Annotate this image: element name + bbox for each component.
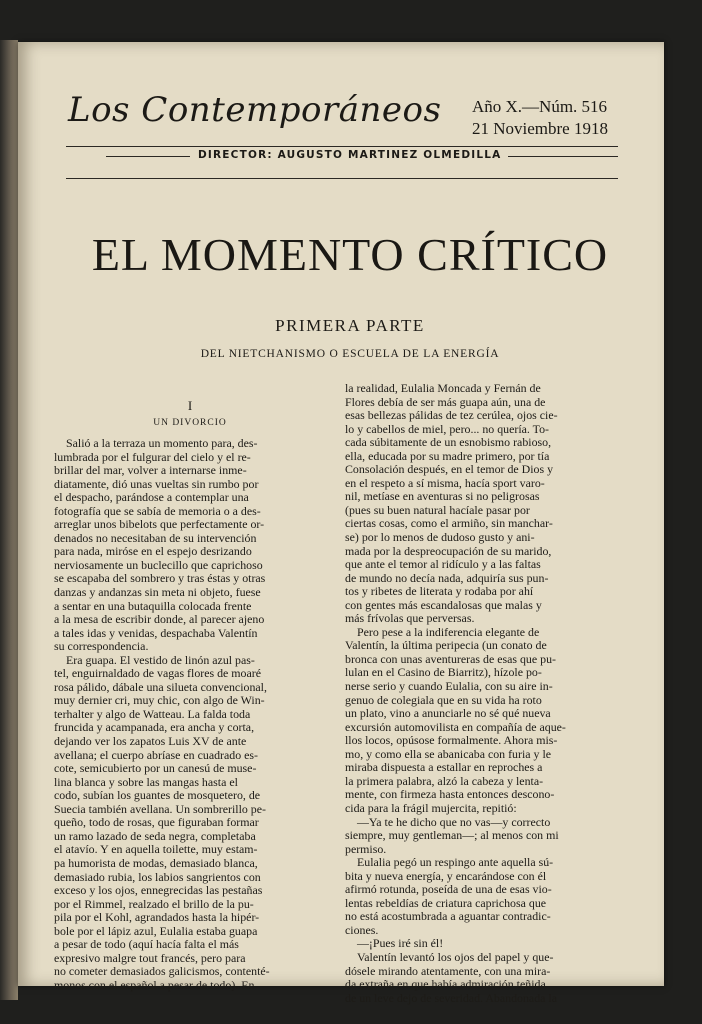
director-rule-left — [106, 156, 190, 157]
text-line: pila por el Kohl, agrandados hasta la hipér- — [54, 910, 260, 925]
text-line: queño, todo de rosas, que figuraban formar — [54, 815, 259, 830]
issue-info — [472, 96, 622, 140]
text-line: lumbrada por el fulgurar del cielo y el re- — [54, 449, 251, 464]
text-line: nerse serio y cuando Eulalia, con su aire in- — [345, 679, 553, 694]
issue-number: Año X.—Núm. 516 — [472, 97, 608, 116]
text-line: arreglar unos bibelots que perfectamente or- — [54, 517, 265, 532]
text-line: —¡Pues iré sin él! — [357, 936, 444, 951]
text-line: a sentar en una butaquilla colocada frente — [54, 598, 252, 613]
text-line: por el Rimmel, realzado el brillo de la pu- — [54, 896, 254, 911]
text-line: demasiado rubia, los labios sangrientos con — [54, 869, 261, 884]
text-line: pa humorista de modas, demasiado blanca, — [54, 855, 258, 870]
text-line: mada por la despreocupación de su marido, — [345, 543, 552, 558]
text-line: bronca con unas aventureras de esas que pu- — [345, 651, 556, 666]
text-line: fotografía que se sabía de memoria o a des- — [54, 503, 261, 518]
text-line: brillar del mar, volver a internarse inme- — [54, 463, 247, 478]
masthead-rule-bottom — [66, 178, 618, 179]
director-line: DIRECTOR: AUGUSTO MARTINEZ OLMEDILLA — [198, 149, 502, 161]
text-line: cote, semicubierto por un canesú de muse- — [54, 761, 257, 776]
text-line: diatamente, dió unas vueltas sin rumbo por — [54, 476, 259, 491]
text-line: lina blanca y sobre las mangas hasta el — [54, 774, 238, 789]
part-heading: PRIMERA PARTE — [275, 316, 425, 335]
text-line: tel, enguirnaldado de vagas flores de moaré — [54, 666, 262, 681]
text-line: dósele mirando atentamente, con una mira- — [345, 963, 551, 978]
article-title: EL MOMENTO CRÍTICO — [91, 229, 609, 280]
text-line: terhalter y algo de Watteau. La falda toda — [54, 706, 251, 721]
chapter-title: UN DIVORCIO — [153, 418, 227, 428]
text-line: codo, subían los guantes de mosquetero, de — [54, 788, 261, 803]
text-line: su correspondencia. — [54, 639, 149, 654]
text-line: Flores debía de ser más guapa aún, una de — [345, 394, 546, 409]
text-line: para nada, miróse en el espejo desrizando — [54, 544, 252, 559]
text-line: —Ya te he dicho que no vas—y correcto — [357, 814, 551, 829]
text-line: Era guapa. El vestido de linón azul pas- — [66, 652, 255, 667]
text-line: mente, con firmeza hasta entonces descono- — [345, 787, 555, 802]
text-line: muy dernier cri, muy chic, con algo de Win- — [54, 693, 265, 708]
text-line: cada súbitamente de un esnobismo rabioso, — [345, 435, 552, 450]
text-line: a tales idas y venidas, despachaba Valentín — [54, 625, 258, 640]
text-line: avellana; el cuerpo abríase en cuadrado es- — [54, 747, 259, 762]
text-line: denados no necesitaban de su intervención — [54, 530, 257, 545]
magazine-title: Los Contemporáneos — [68, 90, 442, 130]
text-line: permiso. — [345, 841, 387, 856]
text-line: nil, metíase en aventuras si no peligrosas — [345, 489, 540, 504]
text-line: la primera palabra, alzó la cabeza y lenta- — [345, 773, 544, 788]
text-line: Eulalia pegó un respingo ante aquella sú- — [357, 855, 554, 870]
text-line: ella, educada por su madre primero, por tía — [345, 448, 550, 463]
text-line: con gentes más escandalosas que malas y — [345, 597, 542, 612]
text-line: de un leve dejo de severidad. Abandonada la — [345, 990, 557, 1005]
text-line: un ramo lazado de seda negra, completaba — [54, 828, 256, 843]
text-line: genuo de colegiala que en su vida ha roto — [345, 692, 542, 707]
text-line: lulan en el Casino de Biarritz), hízole po- — [345, 665, 542, 680]
text-line: nerviosamente un buclecillo que caprichoso — [54, 557, 263, 572]
text-line: lo y cabellos de miel, pero... no quería. To- — [345, 421, 550, 436]
text-line: más frívolas que perversas. — [345, 611, 475, 626]
text-line: bita y nueva energía, y encarándose con él — [345, 868, 547, 883]
part-subtitle: DEL NIETCHANISMO O ESCUELA DE LA ENERGÍA — [200, 348, 500, 360]
text-line: un plato, vino a anunciarle no sé qué nueva — [345, 706, 551, 721]
text-line: danzas y andanzas sin meta ni objeto, fuese — [54, 585, 261, 600]
text-line: ciertas cosas, como el armiño, sin manchar- — [345, 516, 553, 531]
text-line: mo, y como ella se abanicaba con furia y le — [345, 746, 552, 761]
text-line: Salió a la terraza un momento para, des- — [66, 436, 258, 450]
text-line: Valentín, la última peripecia (un conato de — [345, 638, 547, 653]
text-line: afirmó rotunda, poseída de una de esas vio- — [345, 882, 552, 897]
text-line: bole por el lápiz azul, Eulalia estaba guapa — [54, 923, 258, 938]
text-line: a pesar de todo (aquí hacía falta el más — [54, 937, 239, 952]
text-line: Valentín levantó los ojos del papel y que- — [357, 949, 554, 964]
text-line: Pero pese a la indiferencia elegante de — [357, 624, 540, 639]
masthead-rule-top — [66, 146, 618, 147]
text-line: (pues su buen natural hacíale pasar por — [345, 502, 530, 517]
text-line: se escapaba del sombrero y tras éstas y otras — [54, 571, 266, 586]
text-line: da extraña en que había admiración teñida — [345, 977, 546, 992]
text-line: monos con el español a pesar de todo). En — [54, 977, 255, 992]
text-line: excursión automovilista en compañía de aque- — [345, 719, 566, 734]
text-line: que ante el temor al ridículo y a las faltas — [345, 557, 541, 572]
text-line: esas bellezas pálidas de tez cerúlea, ojos cie- — [345, 408, 558, 423]
text-line: ciones. — [345, 922, 379, 937]
text-line: expresivo malgre tout francés, pero para — [54, 950, 246, 965]
text-line: no está acostumbrada a aguantar contradic- — [345, 909, 551, 924]
director-rule-right — [508, 156, 618, 157]
text-column-left — [54, 437, 336, 992]
text-line: tos y ribetes de literata y rodaba por ahí — [345, 584, 534, 599]
text-line: Suecia también avellana. Un sombrerillo pe- — [54, 801, 266, 816]
text-line: se) por lo menos de dudoso gusto y ani- — [345, 530, 535, 545]
text-line: no cometer demasiados galicismos, contenté- — [54, 964, 270, 979]
text-line: el atavío. Y en aquella toilette, muy estam- — [54, 842, 258, 857]
text-line: en el respeto a sí misma, hacía sport varo- — [345, 475, 545, 490]
text-line: a la mesa de escribir donde, al parecer ajeno — [54, 612, 265, 627]
text-line: de mundo no decía nada, adquiría sus pun- — [345, 570, 549, 585]
text-line: rosa pálido, dábale una silueta convencional, — [54, 679, 267, 694]
text-line: cida para la frágil mujercita, repitió: — [345, 800, 517, 815]
text-line: miraba dispuesta a estallar en reproches a — [345, 760, 543, 775]
text-line: Consolación después, en el temor de Dios y — [345, 462, 554, 477]
text-line: exceso y los ojos, ennegrecidas las pestañas — [54, 883, 263, 898]
text-line: dejando ver los zapatos Luis XV de ante — [54, 734, 247, 749]
issue-date: 21 Noviembre 1918 — [472, 119, 608, 138]
text-line: llos locos, opúsose formalmente. Ahora mis- — [345, 733, 558, 748]
chapter-number: I — [187, 398, 193, 413]
text-column-right — [345, 382, 623, 1005]
text-line: fruncida y acampanada, era ancha y corta, — [54, 720, 255, 735]
book-spine — [0, 40, 18, 1000]
text-line: siempre, muy gentleman—; al menos con mi — [345, 828, 559, 843]
text-line: el despacho, parándose a contemplar una — [54, 490, 249, 505]
text-line: la realidad, Eulalia Moncada y Fernán de — [345, 381, 541, 395]
text-line: lentas rebeldías de criatura caprichosa que — [345, 895, 547, 910]
